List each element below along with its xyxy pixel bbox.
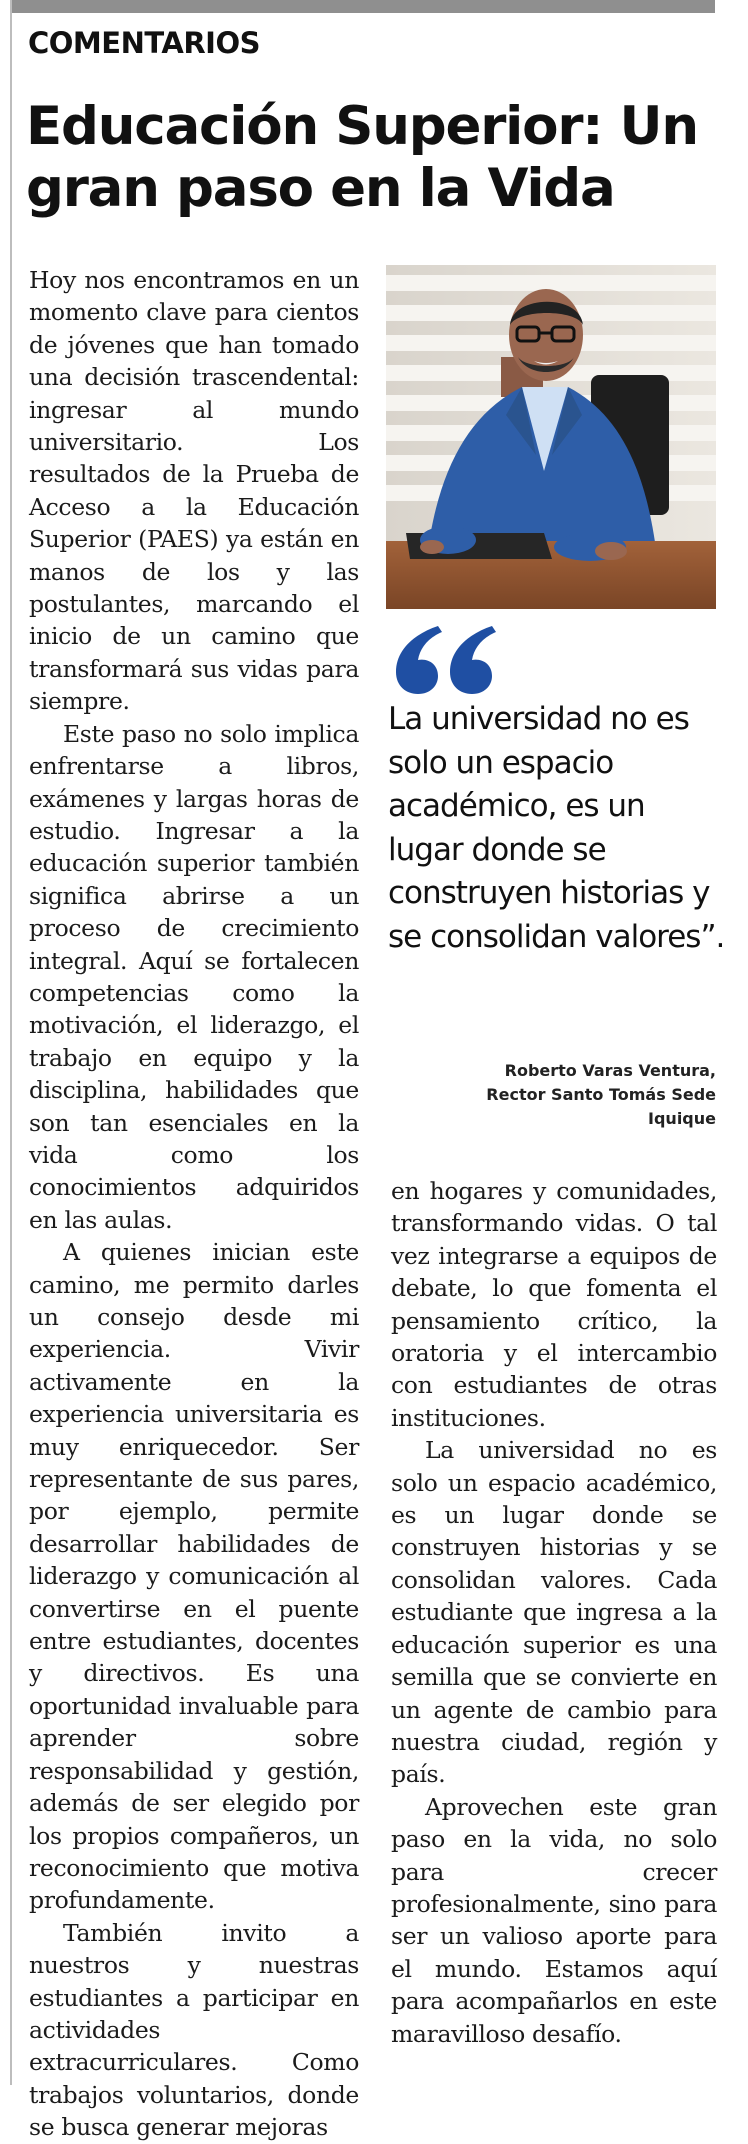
- headline: Educación Superior: Un gran paso en la Vida: [26, 96, 698, 219]
- author-title: Rector Santo Tomás Sede: [486, 1085, 716, 1104]
- paragraph: A quienes inician este camino, me permito darles un consejo desde mi experiencia. Vivir activamente en la experiencia universitaria es muy enriquecedor. Ser representante de sus pares, por ejemplo, permite desarrollar habilidades de liderazgo y comunicación al convertirse en el puente entre estudiantes, docentes y directivos. Es una oportunidad invaluable para aprender sobre responsabilidad y gestión, además de ser elegido por los propios compañeros, un reconocimiento que motiva profundamente.: [29, 1238, 359, 1915]
- author-photo: [386, 265, 716, 609]
- top-rule: [10, 0, 715, 13]
- left-rule: [10, 0, 12, 2085]
- paragraph: en hogares y comunidades, transformando vidas. O tal vez integrarse a equipos de debate, lo que fomenta el pensamiento crítico, la oratoria y el intercambio con estudiantes de otras instituciones.: [391, 1177, 717, 1432]
- paragraph: También invito a nuestros y nuestras estudiantes a participar en actividades extracurriculares. Como trabajos voluntarios, donde se busca generar mejoras: [29, 1918, 359, 2142]
- section-label: COMENTARIOS: [28, 26, 261, 60]
- author-photo-illustration: [386, 265, 716, 609]
- quote-mark-icon: [392, 622, 498, 696]
- body-column-2: [391, 1175, 717, 2050]
- author-place: Iquique: [648, 1109, 716, 1128]
- paragraph: Este paso no solo implica enfrentarse a libros, exámenes y largas horas de estudio. Ingresar a la educación superior también significa abrirse a un proceso de crecimiento integral. Aquí se fortalecen competencias como la motivación, el liderazgo, el trabajo en equipo y la disciplina, habilidades que son tan esenciales en la vida como los conocimientos adquiridos en las aulas.: [29, 719, 359, 1234]
- author-attribution: [400, 1059, 716, 1131]
- pull-quote: La universidad no es solo un espacio académico, es un lugar donde se construyen historias y se consolidan valores”.: [388, 701, 725, 955]
- body-column-1: [29, 264, 359, 2144]
- paragraph: Hoy nos encontramos en un momento clave para cientos de jóvenes que han tomado una decisión trascendental: ingresar al mundo universitario. Los resultados de la Prueba de Acceso a la Educación Superior (PAES) ya están en manos de los y las postulantes, marcando el inicio de un camino que transformará sus vidas para siempre.: [29, 266, 359, 716]
- paragraph: Aprovechen este gran paso en la vida, no solo para crecer profesionalmente, sino para ser un valioso aporte para el mundo. Estamos aquí para acompañarlos en este maravilloso desafío.: [391, 1792, 717, 2048]
- author-name: Roberto Varas Ventura,: [504, 1061, 716, 1080]
- paragraph: La universidad no es solo un espacio académico, es un lugar donde se construyen historias y se consolidan valores. Cada estudiante que ingresa a la educación superior es una semilla que se convierte en un agente de cambio para nuestra ciudad, región y país.: [391, 1436, 717, 1789]
